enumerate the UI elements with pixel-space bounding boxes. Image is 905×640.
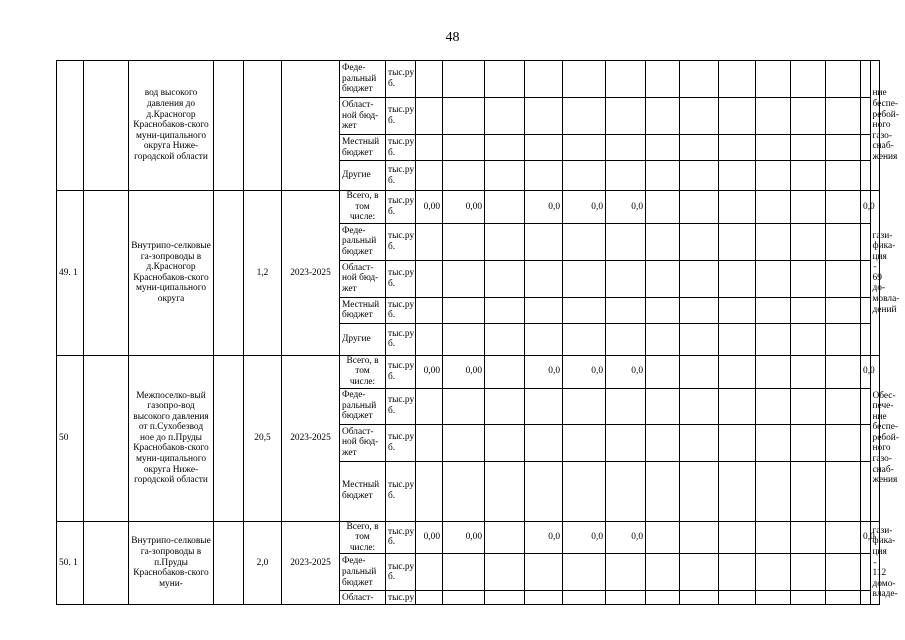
table-row xyxy=(57,61,880,98)
object-name: Внутрипо-селковые га-зопроводы в п.Пруды Краснобаков-ского муни- xyxy=(129,521,214,605)
value-cell xyxy=(443,223,485,260)
value-cell xyxy=(861,388,871,424)
blank-cell xyxy=(214,191,244,356)
value-cell xyxy=(606,260,646,297)
object-length: 20,5 xyxy=(244,355,282,521)
value-cell xyxy=(791,161,826,191)
value-cell xyxy=(791,461,826,521)
value-cell xyxy=(525,554,563,591)
value-cell xyxy=(719,355,756,388)
value-cell xyxy=(756,424,791,461)
value-cell: 0,00 xyxy=(443,355,485,388)
value-cell xyxy=(646,191,680,224)
value-cell xyxy=(525,323,563,355)
value-cell xyxy=(791,554,826,591)
value-cell xyxy=(443,424,485,461)
value-cell xyxy=(861,323,871,355)
value-cell: 0,0 xyxy=(563,355,606,388)
blank-cell xyxy=(214,61,244,191)
expected-result: гази-фика-ция - 69 до-мовла-дений xyxy=(870,191,880,356)
funding-source: Другие xyxy=(340,323,386,355)
value-cell xyxy=(485,223,525,260)
value-cell xyxy=(680,135,719,161)
value-cell: 0,0 xyxy=(525,521,563,554)
value-cell xyxy=(443,461,485,521)
value-cell xyxy=(826,260,861,297)
value-cell xyxy=(563,388,606,424)
funding-source: Всего, в том числе: xyxy=(340,191,386,224)
value-cell xyxy=(791,388,826,424)
value-cell xyxy=(646,591,680,605)
funding-source: Другие xyxy=(340,161,386,191)
value-cell xyxy=(563,98,606,135)
value-cell xyxy=(525,388,563,424)
value-cell xyxy=(861,98,871,135)
value-cell xyxy=(416,424,443,461)
value-cell: 0,0 xyxy=(861,355,871,388)
value-cell xyxy=(563,591,606,605)
value-cell xyxy=(606,135,646,161)
value-cell xyxy=(525,424,563,461)
value-cell xyxy=(791,191,826,224)
value-cell: 0,00 xyxy=(443,191,485,224)
value-cell xyxy=(646,161,680,191)
value-cell xyxy=(826,135,861,161)
value-cell xyxy=(756,135,791,161)
budget-table xyxy=(56,60,900,605)
value-cell xyxy=(680,191,719,224)
unit-cell: тыс.ру б. xyxy=(386,191,416,224)
value-cell xyxy=(563,554,606,591)
value-cell xyxy=(443,323,485,355)
value-cell xyxy=(646,260,680,297)
value-cell xyxy=(485,191,525,224)
value-cell xyxy=(485,461,525,521)
value-cell xyxy=(680,260,719,297)
value-cell xyxy=(646,223,680,260)
funding-source: Всего, в том числе: xyxy=(340,355,386,388)
value-cell xyxy=(756,554,791,591)
value-cell xyxy=(443,98,485,135)
table-row xyxy=(57,521,880,554)
value-cell xyxy=(791,223,826,260)
value-cell xyxy=(791,355,826,388)
value-cell: 0,00 xyxy=(416,191,443,224)
funding-source: Област-ной бюд-жет xyxy=(340,98,386,135)
value-cell xyxy=(416,161,443,191)
value-cell xyxy=(791,135,826,161)
value-cell xyxy=(680,521,719,554)
funding-source: Област- xyxy=(340,591,386,605)
unit-cell: тыс.ру б. xyxy=(386,297,416,323)
value-cell xyxy=(826,388,861,424)
value-cell xyxy=(416,260,443,297)
value-cell: 0,00 xyxy=(443,521,485,554)
object-length: 1,2 xyxy=(244,191,282,356)
value-cell xyxy=(416,591,443,605)
value-cell xyxy=(861,424,871,461)
value-cell xyxy=(485,297,525,323)
value-cell xyxy=(416,323,443,355)
unit-cell: тыс.ру б. xyxy=(386,554,416,591)
value-cell xyxy=(756,161,791,191)
value-cell xyxy=(861,223,871,260)
value-cell xyxy=(791,424,826,461)
value-cell xyxy=(563,297,606,323)
value-cell xyxy=(525,461,563,521)
value-cell: 0,0 xyxy=(606,355,646,388)
value-cell xyxy=(719,554,756,591)
value-cell xyxy=(485,355,525,388)
value-cell xyxy=(646,135,680,161)
value-cell xyxy=(791,591,826,605)
value-cell xyxy=(826,554,861,591)
value-cell xyxy=(861,297,871,323)
value-cell xyxy=(563,135,606,161)
blank-cell xyxy=(84,61,129,191)
unit-cell: тыс.ру б. xyxy=(386,161,416,191)
object-period: 2023-2025 xyxy=(282,355,340,521)
value-cell xyxy=(485,388,525,424)
value-cell xyxy=(443,161,485,191)
value-cell xyxy=(680,424,719,461)
value-cell: 0,0 xyxy=(861,521,871,554)
value-cell xyxy=(606,554,646,591)
funding-source: Област-ной бюд-жет xyxy=(340,260,386,297)
unit-cell: тыс.ру б. xyxy=(386,135,416,161)
blank-cell xyxy=(214,521,244,605)
funding-source: Местный бюджет xyxy=(340,297,386,323)
value-cell xyxy=(416,554,443,591)
value-cell xyxy=(791,260,826,297)
value-cell xyxy=(680,388,719,424)
value-cell xyxy=(646,355,680,388)
funding-source: Област-ной бюд-жет xyxy=(340,424,386,461)
value-cell: 0,0 xyxy=(861,191,871,224)
value-cell xyxy=(756,223,791,260)
value-cell: 0,0 xyxy=(525,355,563,388)
value-cell xyxy=(525,591,563,605)
value-cell xyxy=(680,323,719,355)
value-cell xyxy=(719,191,756,224)
value-cell xyxy=(416,461,443,521)
value-cell xyxy=(719,591,756,605)
value-cell xyxy=(826,297,861,323)
unit-cell: тыс.ру б. xyxy=(386,461,416,521)
value-cell: 0,00 xyxy=(416,355,443,388)
value-cell xyxy=(680,591,719,605)
value-cell xyxy=(416,135,443,161)
funding-source: Феде-ральный бюджет xyxy=(340,61,386,98)
value-cell xyxy=(606,161,646,191)
value-cell: 0,0 xyxy=(606,521,646,554)
value-cell xyxy=(719,461,756,521)
value-cell xyxy=(485,161,525,191)
value-cell xyxy=(485,323,525,355)
unit-cell: тыс.ру б. xyxy=(386,260,416,297)
expected-result: ние беспе-ребой-ного газо-снаб-жения xyxy=(870,61,880,191)
value-cell xyxy=(646,554,680,591)
value-cell xyxy=(563,223,606,260)
value-cell xyxy=(791,98,826,135)
value-cell xyxy=(606,424,646,461)
value-cell xyxy=(443,297,485,323)
value-cell xyxy=(485,591,525,605)
value-cell xyxy=(791,61,826,98)
value-cell xyxy=(443,388,485,424)
unit-cell: тыс.ру xyxy=(386,591,416,605)
value-cell xyxy=(646,521,680,554)
value-cell xyxy=(719,260,756,297)
unit-cell: тыс.ру б. xyxy=(386,223,416,260)
value-cell xyxy=(646,297,680,323)
value-cell xyxy=(719,297,756,323)
value-cell xyxy=(680,223,719,260)
object-name: Внутрипо-селковые га-зопроводы в д.Красногор Краснобаков-ского муни-ципального округа xyxy=(129,191,214,356)
value-cell xyxy=(756,591,791,605)
value-cell xyxy=(485,98,525,135)
value-cell xyxy=(791,521,826,554)
unit-cell: тыс.ру б. xyxy=(386,388,416,424)
object-name: Межпоселко-вый газопро-вод высокого давления от п.Сухобезвод ное до п.Пруды Краснобаков-ского муни-ципального округа Ниже-городской области xyxy=(129,355,214,521)
funding-source: Феде-ральный бюджет xyxy=(340,223,386,260)
value-cell xyxy=(756,355,791,388)
value-cell xyxy=(756,323,791,355)
value-cell: 0,0 xyxy=(563,191,606,224)
value-cell xyxy=(680,461,719,521)
value-cell xyxy=(826,355,861,388)
value-cell xyxy=(485,135,525,161)
blank-cell xyxy=(84,355,129,521)
unit-cell: тыс.ру б. xyxy=(386,521,416,554)
value-cell xyxy=(756,260,791,297)
value-cell xyxy=(861,61,871,98)
expected-result: гази-фика-ция - 112 домо-владе- xyxy=(870,521,880,605)
expected-result: Обес-пече-ние беспе-ребой-ного газо-снаб-жения xyxy=(870,355,880,521)
value-cell xyxy=(826,61,861,98)
funding-source: Всего, в том числе: xyxy=(340,521,386,554)
value-cell xyxy=(756,388,791,424)
value-cell xyxy=(563,424,606,461)
value-cell xyxy=(719,223,756,260)
value-cell xyxy=(606,461,646,521)
value-cell xyxy=(485,554,525,591)
row-number: 50 xyxy=(57,355,84,521)
value-cell xyxy=(606,388,646,424)
value-cell xyxy=(416,388,443,424)
value-cell xyxy=(525,135,563,161)
value-cell xyxy=(485,424,525,461)
value-cell xyxy=(756,521,791,554)
value-cell xyxy=(525,297,563,323)
value-cell xyxy=(606,98,646,135)
value-cell xyxy=(443,260,485,297)
value-cell xyxy=(826,98,861,135)
unit-cell: тыс.ру б. xyxy=(386,424,416,461)
value-cell xyxy=(416,98,443,135)
value-cell xyxy=(719,161,756,191)
value-cell xyxy=(680,98,719,135)
value-cell xyxy=(563,260,606,297)
value-cell xyxy=(719,61,756,98)
value-cell xyxy=(861,135,871,161)
blank-cell xyxy=(84,521,129,605)
value-cell xyxy=(416,297,443,323)
object-length xyxy=(244,61,282,191)
value-cell xyxy=(861,260,871,297)
value-cell xyxy=(719,388,756,424)
value-cell xyxy=(416,61,443,98)
unit-cell: тыс.ру б. xyxy=(386,98,416,135)
row-number xyxy=(57,61,84,191)
value-cell xyxy=(719,98,756,135)
value-cell xyxy=(680,355,719,388)
value-cell xyxy=(680,297,719,323)
value-cell xyxy=(861,161,871,191)
value-cell xyxy=(443,591,485,605)
value-cell: 0,00 xyxy=(416,521,443,554)
unit-cell: тыс.ру б. xyxy=(386,323,416,355)
value-cell xyxy=(443,61,485,98)
value-cell xyxy=(563,323,606,355)
value-cell xyxy=(826,591,861,605)
value-cell xyxy=(756,61,791,98)
table-row xyxy=(57,191,880,224)
value-cell xyxy=(680,161,719,191)
value-cell xyxy=(719,521,756,554)
value-cell xyxy=(861,554,871,591)
funding-source: Феде-ральный бюджет xyxy=(340,388,386,424)
value-cell xyxy=(416,223,443,260)
blank-cell xyxy=(84,191,129,356)
value-cell xyxy=(861,461,871,521)
value-cell xyxy=(791,297,826,323)
value-cell xyxy=(826,521,861,554)
value-cell xyxy=(756,297,791,323)
value-cell xyxy=(680,554,719,591)
value-cell: 0,0 xyxy=(525,191,563,224)
object-period: 2023-2025 xyxy=(282,191,340,356)
value-cell xyxy=(826,323,861,355)
value-cell xyxy=(606,297,646,323)
funding-source: Местный бюджет xyxy=(340,135,386,161)
row-number: 49. 1 xyxy=(57,191,84,356)
unit-cell: тыс.ру б. xyxy=(386,61,416,98)
object-name: вод высокого давления до д.Красногор Краснобаков-ского муни-ципального округа Ниже-городской области xyxy=(129,61,214,191)
value-cell xyxy=(826,461,861,521)
value-cell xyxy=(443,554,485,591)
object-length: 2,0 xyxy=(244,521,282,605)
value-cell xyxy=(756,191,791,224)
value-cell xyxy=(563,461,606,521)
value-cell xyxy=(826,191,861,224)
funding-source: Феде-ральный бюджет xyxy=(340,554,386,591)
value-cell xyxy=(525,223,563,260)
value-cell xyxy=(525,98,563,135)
value-cell xyxy=(646,61,680,98)
value-cell xyxy=(719,424,756,461)
value-cell xyxy=(861,591,871,605)
value-cell xyxy=(606,61,646,98)
value-cell xyxy=(680,61,719,98)
unit-cell: тыс.ру б. xyxy=(386,355,416,388)
value-cell xyxy=(756,461,791,521)
value-cell xyxy=(485,61,525,98)
value-cell xyxy=(485,260,525,297)
value-cell xyxy=(525,61,563,98)
value-cell xyxy=(563,161,606,191)
value-cell xyxy=(646,461,680,521)
value-cell xyxy=(719,135,756,161)
value-cell xyxy=(525,260,563,297)
funding-source: Местный бюджет xyxy=(340,461,386,521)
value-cell xyxy=(826,161,861,191)
row-number: 50. 1 xyxy=(57,521,84,605)
table-row xyxy=(57,355,880,388)
value-cell xyxy=(791,323,826,355)
value-cell xyxy=(646,323,680,355)
value-cell xyxy=(826,424,861,461)
value-cell xyxy=(646,98,680,135)
value-cell xyxy=(485,521,525,554)
blank-cell xyxy=(214,355,244,521)
value-cell: 0,0 xyxy=(563,521,606,554)
value-cell xyxy=(606,323,646,355)
value-cell xyxy=(606,223,646,260)
value-cell xyxy=(646,424,680,461)
value-cell xyxy=(525,161,563,191)
value-cell xyxy=(826,223,861,260)
value-cell xyxy=(443,135,485,161)
object-period: 2023-2025 xyxy=(282,521,340,605)
page-number: 48 xyxy=(445,30,460,45)
value-cell xyxy=(606,591,646,605)
value-cell xyxy=(563,61,606,98)
value-cell: 0,0 xyxy=(606,191,646,224)
value-cell xyxy=(756,98,791,135)
object-period xyxy=(282,61,340,191)
value-cell xyxy=(646,388,680,424)
value-cell xyxy=(719,323,756,355)
